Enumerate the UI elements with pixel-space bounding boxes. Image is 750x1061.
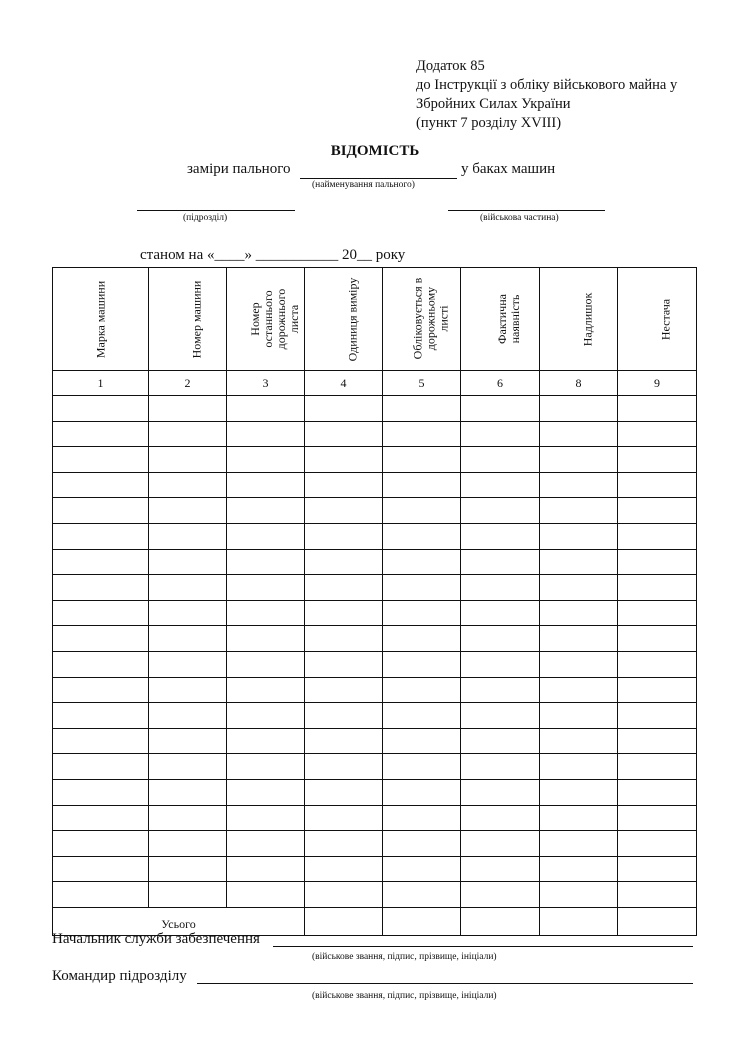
- table-cell[interactable]: [618, 626, 697, 652]
- table-cell[interactable]: [618, 549, 697, 575]
- table-cell[interactable]: [540, 549, 618, 575]
- table-cell[interactable]: [383, 498, 461, 524]
- table-cell[interactable]: [227, 600, 305, 626]
- table-cell[interactable]: [618, 651, 697, 677]
- column-number: 2: [149, 371, 227, 396]
- subtitle-right: у баках машин: [461, 161, 556, 177]
- table-cell[interactable]: [383, 472, 461, 498]
- table-cell[interactable]: [305, 575, 383, 601]
- table-cell[interactable]: [53, 549, 149, 575]
- header-cell: Марка машини: [53, 268, 149, 371]
- table-cell[interactable]: [149, 779, 227, 805]
- table-cell[interactable]: [540, 677, 618, 703]
- table-cell[interactable]: [149, 498, 227, 524]
- table-cell[interactable]: [540, 856, 618, 882]
- table-cell[interactable]: [149, 421, 227, 447]
- table-cell[interactable]: [149, 754, 227, 780]
- fuel-name-hint: (найменування пального): [312, 180, 415, 190]
- table-cell[interactable]: [618, 856, 697, 882]
- table-cell[interactable]: [383, 421, 461, 447]
- table-cell[interactable]: [305, 421, 383, 447]
- table-cell[interactable]: [305, 831, 383, 857]
- appendix-note: [416, 57, 746, 133]
- table-cell[interactable]: [227, 728, 305, 754]
- commander-label: Командир підрозділу: [52, 968, 187, 984]
- table-cell[interactable]: [618, 421, 697, 447]
- table-cell[interactable]: [540, 831, 618, 857]
- table-cell[interactable]: [383, 754, 461, 780]
- table-cell[interactable]: [383, 805, 461, 831]
- table-cell[interactable]: [618, 396, 697, 422]
- table-cell[interactable]: [305, 677, 383, 703]
- table-cell[interactable]: [53, 677, 149, 703]
- table-cell[interactable]: [227, 805, 305, 831]
- appendix-line-4: (пункт 7 розділу XVIII): [416, 115, 562, 131]
- table-cell[interactable]: [461, 626, 540, 652]
- column-number: 6: [461, 371, 540, 396]
- table-cell[interactable]: [461, 805, 540, 831]
- header-cell: Одиниця виміру: [305, 268, 383, 371]
- table-cell[interactable]: [149, 805, 227, 831]
- table-row: [53, 575, 697, 601]
- table-cell[interactable]: [227, 472, 305, 498]
- table-cell[interactable]: [540, 523, 618, 549]
- table-cell[interactable]: [383, 575, 461, 601]
- table-cell[interactable]: [227, 396, 305, 422]
- table-cell[interactable]: [461, 447, 540, 473]
- table-cell[interactable]: [540, 575, 618, 601]
- table-cell[interactable]: [540, 421, 618, 447]
- table-cell[interactable]: [540, 447, 618, 473]
- table-cell[interactable]: [383, 600, 461, 626]
- table-cell[interactable]: [227, 779, 305, 805]
- table-cell[interactable]: [618, 728, 697, 754]
- table-row: [53, 472, 697, 498]
- table-cell[interactable]: [149, 575, 227, 601]
- table-cell[interactable]: [383, 703, 461, 729]
- table-cell[interactable]: [305, 703, 383, 729]
- table-cell[interactable]: [149, 677, 227, 703]
- table-cell[interactable]: [383, 523, 461, 549]
- table-cell[interactable]: [461, 856, 540, 882]
- subtitle-left: заміри пального: [187, 161, 291, 177]
- column-number: 3: [227, 371, 305, 396]
- table-cell[interactable]: [618, 447, 697, 473]
- table-cell[interactable]: [461, 396, 540, 422]
- table-row: [53, 626, 697, 652]
- table-cell[interactable]: [618, 498, 697, 524]
- table-cell[interactable]: [53, 779, 149, 805]
- table-cell[interactable]: [383, 907, 461, 936]
- total-label: Усього: [53, 907, 305, 936]
- table-cell[interactable]: [149, 447, 227, 473]
- header-cell: Надлишок: [540, 268, 618, 371]
- table-cell[interactable]: [383, 779, 461, 805]
- table-cell[interactable]: [305, 754, 383, 780]
- table-cell[interactable]: [149, 523, 227, 549]
- appendix-line-3: Збройних Силах України: [416, 96, 571, 112]
- table-cell[interactable]: [540, 498, 618, 524]
- chief-signature-blank[interactable]: [273, 946, 693, 947]
- chief-signature-hint: (військове звання, підпис, прізвище, ініціали): [312, 952, 497, 962]
- table-cell[interactable]: [227, 626, 305, 652]
- table-cell[interactable]: [618, 677, 697, 703]
- table-cell[interactable]: [53, 703, 149, 729]
- table-cell[interactable]: [461, 728, 540, 754]
- date-line: станом на «____» ___________ 20__ року: [140, 247, 406, 263]
- header-cell: Номер останнього дорожнього листа: [227, 268, 305, 371]
- table-cell[interactable]: [227, 677, 305, 703]
- fuel-name-blank[interactable]: [300, 178, 457, 179]
- column-number: 1: [53, 371, 149, 396]
- table-cell[interactable]: [383, 396, 461, 422]
- table-cell[interactable]: [53, 498, 149, 524]
- table-row: [53, 396, 697, 422]
- table-cell[interactable]: [383, 549, 461, 575]
- table-cell[interactable]: [53, 626, 149, 652]
- table-cell[interactable]: [540, 600, 618, 626]
- table-cell[interactable]: [227, 447, 305, 473]
- table-cell[interactable]: [540, 651, 618, 677]
- header-cell: Обліковується в дорожньому листі: [383, 268, 461, 371]
- table-cell[interactable]: [227, 575, 305, 601]
- table-cell[interactable]: [53, 575, 149, 601]
- table-cell[interactable]: [149, 472, 227, 498]
- table-cell[interactable]: [305, 626, 383, 652]
- table-cell[interactable]: [53, 805, 149, 831]
- table-cell[interactable]: [383, 677, 461, 703]
- table-cell[interactable]: [53, 600, 149, 626]
- table-cell[interactable]: [461, 523, 540, 549]
- header-cell: Фактична наявність: [461, 268, 540, 371]
- table-cell[interactable]: [149, 882, 227, 908]
- table-cell[interactable]: [305, 856, 383, 882]
- table-cell[interactable]: [305, 472, 383, 498]
- table-cell[interactable]: [305, 447, 383, 473]
- table-cell[interactable]: [540, 626, 618, 652]
- commander-signature-blank[interactable]: [197, 983, 693, 984]
- table-cell[interactable]: [618, 805, 697, 831]
- table-cell[interactable]: [53, 396, 149, 422]
- table-row: [53, 549, 697, 575]
- table-cell[interactable]: [53, 754, 149, 780]
- table-cell[interactable]: [227, 882, 305, 908]
- table-cell[interactable]: [461, 651, 540, 677]
- table-cell[interactable]: [53, 472, 149, 498]
- table-cell[interactable]: [383, 856, 461, 882]
- table-row: [53, 651, 697, 677]
- table-cell[interactable]: [461, 907, 540, 936]
- table-row: [53, 600, 697, 626]
- military-unit-blank[interactable]: [448, 210, 605, 211]
- table-cell[interactable]: [618, 600, 697, 626]
- header-cell: Номер машини: [149, 268, 227, 371]
- table-cell[interactable]: [305, 805, 383, 831]
- table-cell[interactable]: [540, 754, 618, 780]
- table-row: [53, 421, 697, 447]
- table-cell[interactable]: [461, 472, 540, 498]
- table-row: [53, 882, 697, 908]
- table-row: [53, 523, 697, 549]
- table-cell[interactable]: [149, 728, 227, 754]
- column-number: 8: [540, 371, 618, 396]
- table-cell[interactable]: [53, 882, 149, 908]
- table-cell[interactable]: [305, 523, 383, 549]
- table-cell[interactable]: [227, 421, 305, 447]
- table-cell[interactable]: [383, 831, 461, 857]
- table-cell[interactable]: [149, 831, 227, 857]
- table-cell[interactable]: [540, 472, 618, 498]
- appendix-line-1: Додаток 85: [416, 58, 485, 74]
- table-cell[interactable]: [461, 754, 540, 780]
- table-cell[interactable]: [618, 472, 697, 498]
- table-cell[interactable]: [618, 831, 697, 857]
- table-cell[interactable]: [149, 856, 227, 882]
- chief-label: Начальник служби забезпечення: [52, 931, 260, 947]
- table-cell[interactable]: [618, 882, 697, 908]
- column-number: 4: [305, 371, 383, 396]
- table-cell[interactable]: [227, 549, 305, 575]
- table-cell[interactable]: [540, 396, 618, 422]
- header-row: [53, 268, 697, 371]
- table-cell[interactable]: [53, 523, 149, 549]
- table-cell[interactable]: [618, 523, 697, 549]
- appendix-line-2: до Інструкції з обліку військового майна у: [416, 77, 678, 93]
- table-cell[interactable]: [149, 626, 227, 652]
- table-cell[interactable]: [461, 549, 540, 575]
- table-cell[interactable]: [227, 856, 305, 882]
- table-cell[interactable]: [227, 651, 305, 677]
- table-cell[interactable]: [305, 907, 383, 936]
- document-title: ВІДОМІСТЬ: [330, 143, 420, 159]
- table-cell[interactable]: [461, 421, 540, 447]
- table-cell[interactable]: [149, 600, 227, 626]
- table-row: [53, 498, 697, 524]
- table-row: [53, 447, 697, 473]
- table-cell[interactable]: [383, 882, 461, 908]
- column-number: 5: [383, 371, 461, 396]
- table-cell[interactable]: [618, 754, 697, 780]
- table-cell[interactable]: [305, 498, 383, 524]
- military-unit-hint: (військова частина): [480, 213, 559, 223]
- table-row: [53, 703, 697, 729]
- table-cell[interactable]: [461, 703, 540, 729]
- table-cell[interactable]: [53, 421, 149, 447]
- table-cell[interactable]: [53, 651, 149, 677]
- table-row: [53, 779, 697, 805]
- table-cell[interactable]: [618, 575, 697, 601]
- table-cell[interactable]: [618, 703, 697, 729]
- table-cell[interactable]: [227, 523, 305, 549]
- table-cell[interactable]: [540, 882, 618, 908]
- table-row: [53, 831, 697, 857]
- table-cell[interactable]: [227, 703, 305, 729]
- table-cell[interactable]: [540, 907, 618, 936]
- table-cell[interactable]: [53, 447, 149, 473]
- header-cell: Нестача: [618, 268, 697, 371]
- table-cell[interactable]: [461, 498, 540, 524]
- table-cell[interactable]: [149, 651, 227, 677]
- table-cell[interactable]: [383, 728, 461, 754]
- table-cell[interactable]: [461, 600, 540, 626]
- table-cell[interactable]: [383, 651, 461, 677]
- table-cell[interactable]: [305, 600, 383, 626]
- table-cell[interactable]: [383, 447, 461, 473]
- table-row: [53, 677, 697, 703]
- column-number: 9: [618, 371, 697, 396]
- table-cell[interactable]: [305, 549, 383, 575]
- table-cell[interactable]: [618, 779, 697, 805]
- table-cell[interactable]: [461, 831, 540, 857]
- column-number-row: [53, 371, 697, 396]
- table-cell[interactable]: [53, 728, 149, 754]
- unit-blank[interactable]: [137, 210, 295, 211]
- table-cell[interactable]: [540, 703, 618, 729]
- table-cell[interactable]: [461, 882, 540, 908]
- table-cell[interactable]: [227, 498, 305, 524]
- table-cell[interactable]: [53, 856, 149, 882]
- table-row: [53, 805, 697, 831]
- table-cell[interactable]: [540, 805, 618, 831]
- table-cell[interactable]: [461, 677, 540, 703]
- table-cell[interactable]: [305, 396, 383, 422]
- table-cell[interactable]: [540, 779, 618, 805]
- table-cell[interactable]: [383, 626, 461, 652]
- table-cell[interactable]: [618, 907, 697, 936]
- table-cell[interactable]: [461, 575, 540, 601]
- table-cell[interactable]: [227, 831, 305, 857]
- table-row: [53, 856, 697, 882]
- table-cell[interactable]: [305, 779, 383, 805]
- unit-hint: (підрозділ): [183, 213, 228, 223]
- fuel-table: [52, 267, 697, 936]
- table-cell[interactable]: [305, 728, 383, 754]
- commander-signature-hint: (військове звання, підпис, прізвище, ініціали): [312, 991, 497, 1001]
- table-cell[interactable]: [149, 549, 227, 575]
- table-cell[interactable]: [227, 754, 305, 780]
- table-cell[interactable]: [305, 882, 383, 908]
- table-row: [53, 754, 697, 780]
- table-cell[interactable]: [149, 396, 227, 422]
- table-cell[interactable]: [53, 831, 149, 857]
- table-cell[interactable]: [305, 651, 383, 677]
- table-row: [53, 728, 697, 754]
- table-cell[interactable]: [149, 703, 227, 729]
- table-cell[interactable]: [540, 728, 618, 754]
- table-cell[interactable]: [461, 779, 540, 805]
